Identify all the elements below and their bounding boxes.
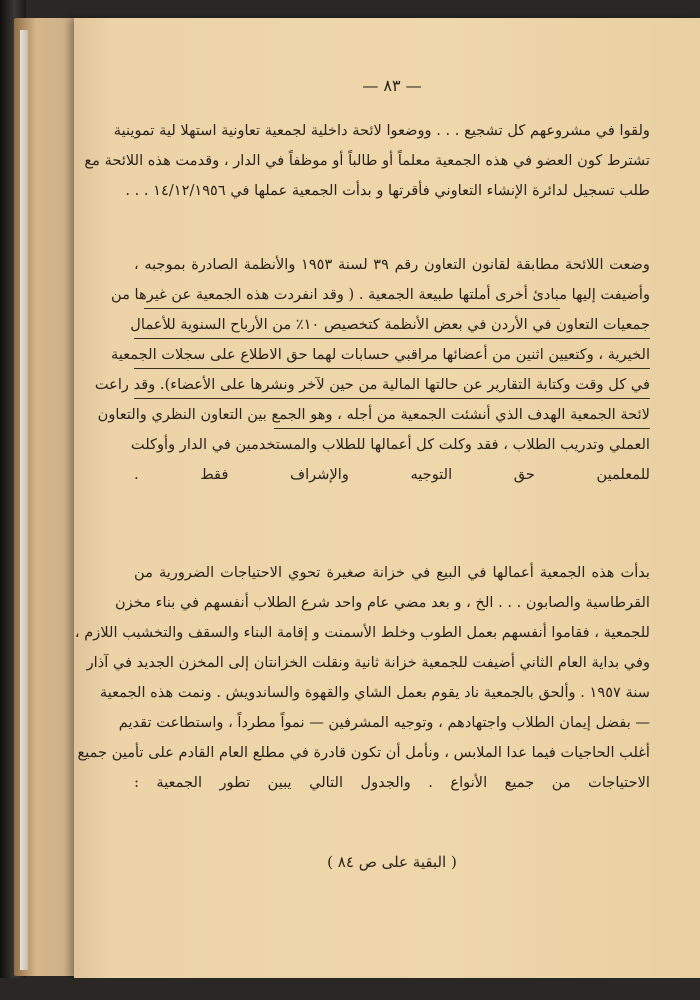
text-line: وفي بداية العام الثاني أضيفت للجمعية خزانة ثانية ونقلت الخزانتان إلى المخزن الجديد في آذار xyxy=(86,654,650,671)
text-line: ولقوا في مشروعهم كل تشجيع . . . ووضعوا لائحة داخلية لجمعية تعاونية استهلا لية تموينية xyxy=(113,122,650,139)
paragraph-1 xyxy=(84,116,650,206)
text-line: أغلب الحاجيات فيما عدا الملابس ، ونأمل أن تكون قادرة في مطلع العام القادم على تأمين جميع xyxy=(77,744,650,761)
text-line: وأضيفت إليها مبادئ أخرى أملتها طبيعة الجمعية . ( وقد انفردت هذه الجمعية عن غيرها من xyxy=(110,286,650,303)
underline-rule xyxy=(134,398,650,399)
text-line: تشترط كون العضو في هذه الجمعية معلماً أو طالباً أو موظفاً في الدار ، وقدمت هذه اللائحة مع xyxy=(84,152,650,169)
text-line: في كل وقت وكتابة التقارير عن حالتها المالية من حين لآخر ونشرها على الأعضاء). وقد راعت xyxy=(94,376,650,393)
underline-rule xyxy=(144,308,560,309)
text-line: جمعيات التعاون في الأردن في بعض الأنظمة كتخصيص ١٠٪ من الأرباح السنوية للأعمال xyxy=(130,316,650,333)
text-line: وضعت اللائحة مطابقة لقانون التعاون رقم ٣٩ لسنة ١٩٥٣ والأنظمة الصادرة بموجبه ، xyxy=(134,256,650,273)
text-line: بدأت هذه الجمعية أعمالها في البيع في خزانة صغيرة تحوي الاحتياجات الضرورية من xyxy=(134,564,650,581)
text-line: — بفضل إيمان الطلاب واجتهادهم ، وتوجيه المشرفين — نمواً مطرداً ، واستطاعت تقديم xyxy=(118,714,650,731)
text-line: سنة ١٩٥٧ . وألحق بالجمعية ناد يقوم بعمل الشاي والقهوة والساندويش . ونمت هذه الجمعية xyxy=(99,684,650,701)
paper-edge-highlight xyxy=(20,30,28,970)
text-line: العملي وتدريب الطلاب ، فقد وكلت كل أعمالها للطلاب والمستخدمين في الدار وأوكلت xyxy=(130,436,650,453)
text-line: الخيرية ، وكتعيين اثنين من أعضائها مراقبي حسابات لهما حق الاطلاع على سجلات الجمعية xyxy=(111,346,650,363)
text-line: للجمعية ، فقاموا أنفسهم بعمل الطوب وخلط الأسمنت و إقامة البناء والسقف والتخشيب اللازم ، xyxy=(74,624,650,641)
document-page xyxy=(74,18,700,980)
continued-on-next-page-note: ( البقية على ص ٨٤ ) xyxy=(327,853,457,871)
underline-rule xyxy=(274,428,650,429)
text-line: الاحتياجات من جميع الأنواع . والجدول التالي يبين تطور الجمعية : xyxy=(134,774,650,791)
text-line: القرطاسية والصابون . . . الخ ، و بعد مضي عام واحد شرع الطلاب أنفسهم في بناء مخزن xyxy=(114,594,650,611)
text-line: لائحة الجمعية الهدف الذي أنشئت الجمعية من أجله ، وهو الجمع بين التعاون النظري والتعاون xyxy=(97,406,650,423)
underline-rule xyxy=(134,338,650,339)
underline-rule xyxy=(134,368,650,369)
page-number: — ٨٣ — xyxy=(362,76,422,95)
text-line: طلب تسجيل لدائرة الإنشاء التعاوني فأقرتها و بدأت الجمعية عملها في ١٤/١٢/١٩٥٦ . . . xyxy=(125,182,650,199)
paragraph-2 xyxy=(94,250,650,490)
scanner-bottom-edge xyxy=(0,978,700,1000)
text-line: للمعلمين حق التوجيه والإشراف فقط . xyxy=(134,466,650,483)
paragraph-3 xyxy=(74,558,650,798)
